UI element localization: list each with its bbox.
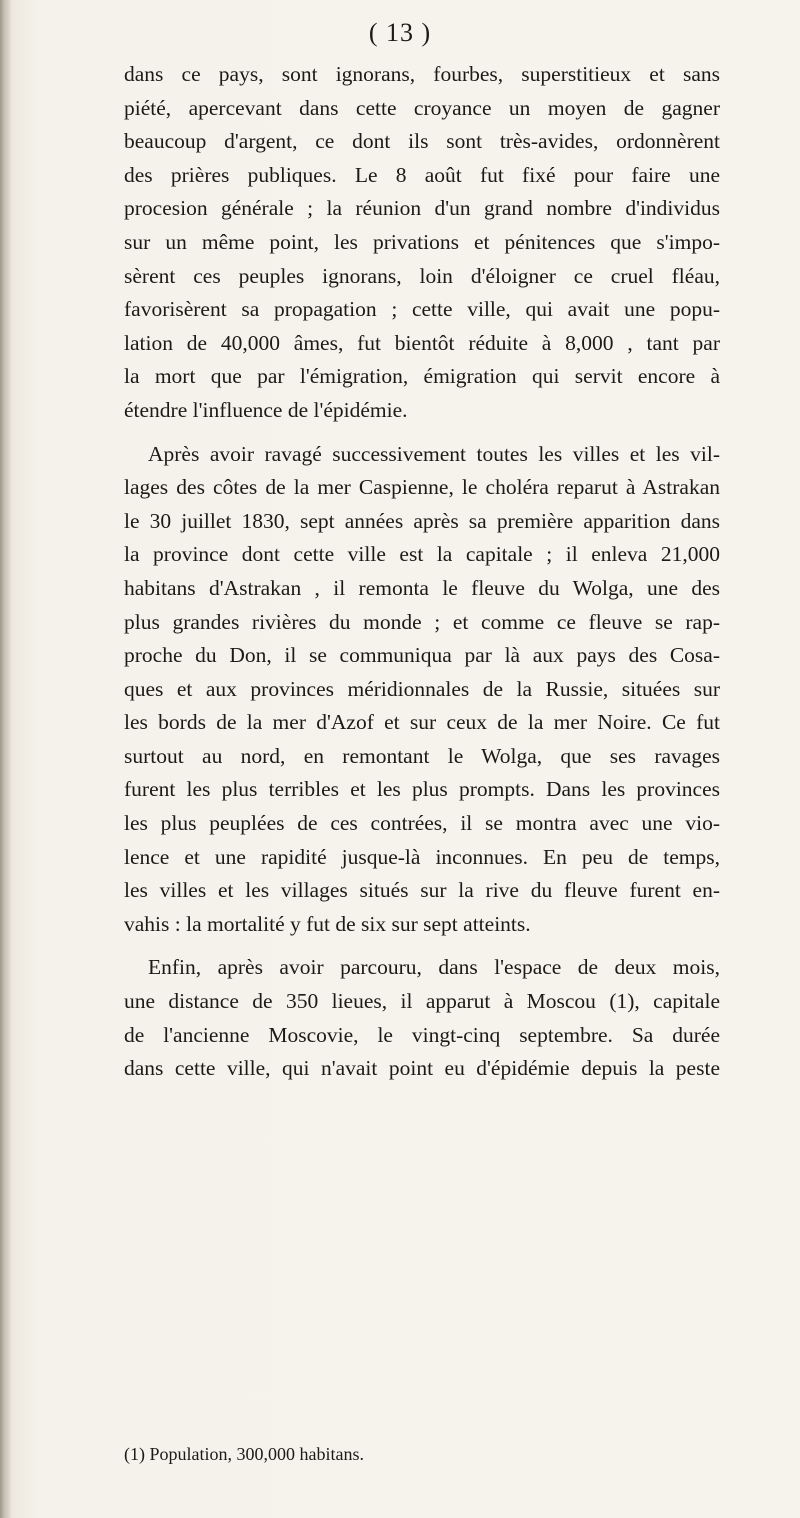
text-line: lages des côtes de la mer Caspienne, le choléra reparut à Astrakan [124,475,720,500]
text-line: beaucoup d'argent, ce dont ils sont très-avides, ordonnèrent [124,129,720,154]
text-line: habitans d'Astrakan , il remonta le fleuve du Wolga, une des [124,575,720,600]
text-line: piété, apercevant dans cette croyance un moyen de gagner [124,95,720,120]
text-line: surtout au nord, en remontant le Wolga, que ses ravages [124,743,720,768]
text-line: plus grandes rivières du monde ; et comme ce fleuve se rap- [124,609,720,634]
text-line: proche du Don, il se communiqua par là aux pays des Cosa- [124,643,720,668]
binding-shadow [0,0,12,1518]
text-line: sur un même point, les privations et pénitences que s'impo- [124,229,720,254]
text-line: les villes et les villages situés sur la rive du fleuve furent en- [124,878,720,903]
text-line: Enfin, après avoir parcouru, dans l'espace de deux mois, [148,955,720,980]
text-line: lation de 40,000 âmes, fut bientôt réduite à 8,000 , tant par [124,330,720,355]
paragraph [124,438,720,942]
paragraph [124,951,720,1085]
text-line: le 30 juillet 1830, sept années après sa première apparition dans [124,508,720,533]
text-line: sèrent ces peuples ignorans, loin d'éloigner ce cruel fléau, [124,263,720,288]
text-line: les plus peuplées de ces contrées, il se montra avec une vio- [124,811,720,836]
footnote: (1) Population, 300,000 habitans. [124,1444,364,1464]
text-line: la mort que par l'émigration, émigration qui servit encore à [124,364,720,389]
page-number: ( 13 ) [368,18,432,47]
text-line: des prières publiques. Le 8 août fut fixé pour faire une [124,162,720,187]
text-line: les bords de la mer d'Azof et sur ceux de la mer Noire. Ce fut [124,710,720,735]
text-line: une distance de 350 lieues, il apparut à Moscou (1), capitale [124,989,720,1014]
text-line: étendre l'influence de l'épidémie. [124,397,408,422]
text-line: dans ce pays, sont ignorans, fourbes, superstitieux et sans [124,62,720,86]
paragraph [124,58,720,428]
text-line: favorisèrent sa propagation ; cette ville, qui avait une popu- [124,297,720,322]
text-line: lence et une rapidité jusque-là inconnues. En peu de temps, [124,844,720,869]
text-line: vahis : la mortalité y fut de six sur sept atteints. [124,911,531,936]
text-line: furent les plus terribles et les plus prompts. Dans les provinces [124,777,720,802]
text-line: de l'ancienne Moscovie, le vingt-cinq septembre. Sa durée [124,1022,720,1047]
text-line: ques et aux provinces méridionnales de la Russie, situées sur [124,676,720,701]
text-line: dans cette ville, qui n'avait point eu d'épidémie depuis la peste [124,1056,720,1081]
text-line: la province dont cette ville est la capitale ; il enleva 21,000 [124,542,720,567]
text-line: procesion générale ; la réunion d'un grand nombre d'individus [124,196,720,221]
text-line: Après avoir ravagé successivement toutes les villes et les vil- [148,441,720,466]
body-text [124,58,720,1086]
